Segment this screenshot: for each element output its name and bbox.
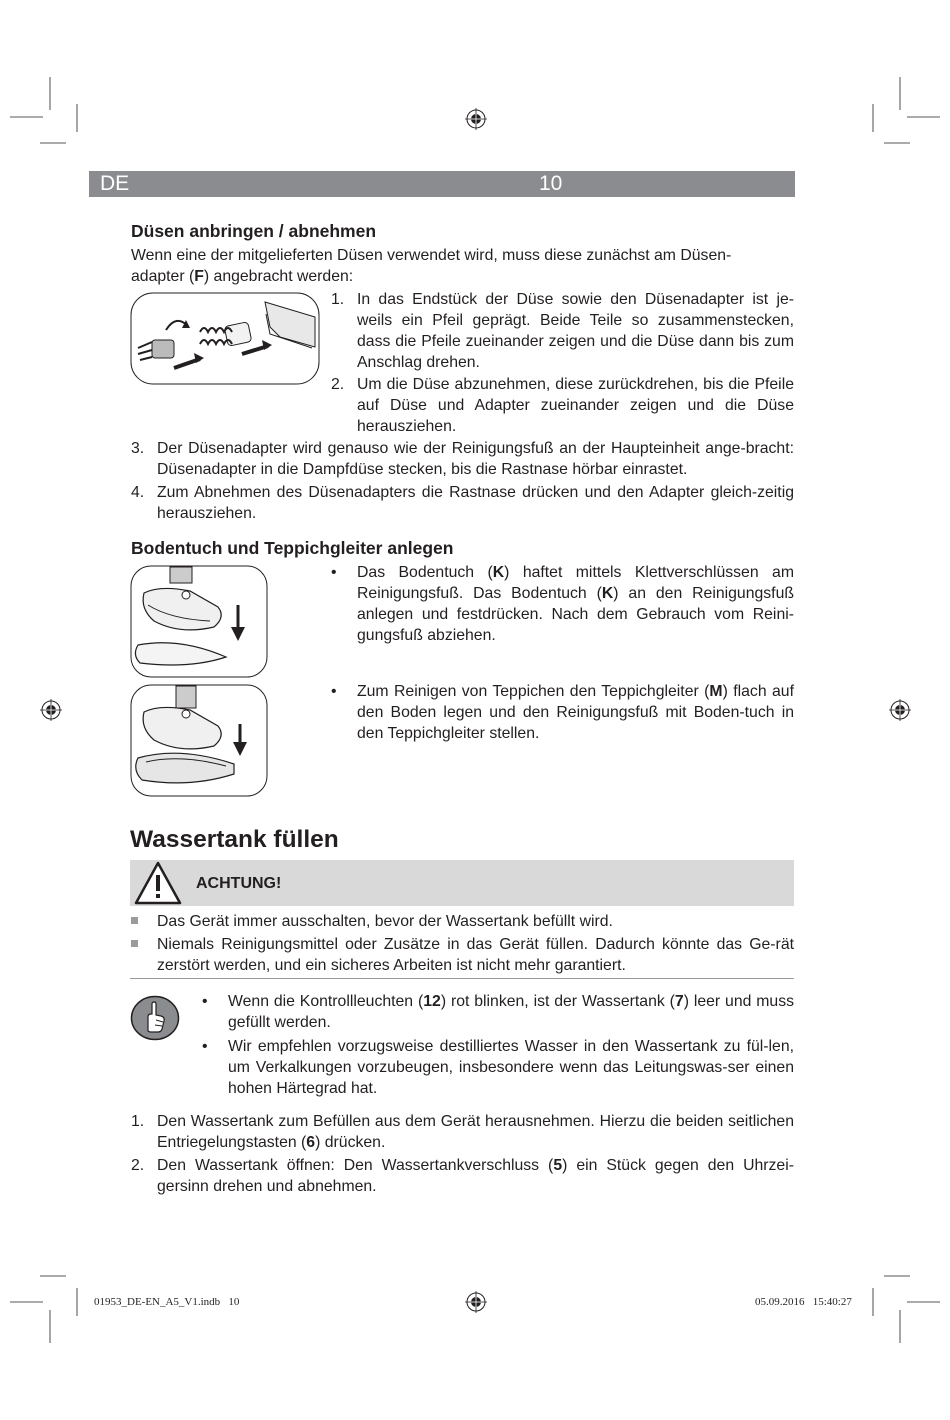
list-item: 1. In das Endstück der Düse sowie den Düsenadapter ist je-weils ein Pfeil geprägt. Beide Teile so zusammenstecken, dass die Pfeile zueinander zeigen und die Düse dann bis zum Anschlag drehen. xyxy=(331,291,794,371)
list-item: 2. Den Wassertank öffnen: Den Wassertankverschluss (5) ein Stück gegen den Uhrzei-gersinn drehen und abnehmen. xyxy=(131,1157,794,1195)
square-bullet-icon xyxy=(131,917,138,924)
list-item: Niemals Reinigungsmittel oder Zusätze in das Gerät füllen. Dadurch könnte das Ge-rät zerstört werden, und ein sicheres Arbeiten ist nicht mehr garantiert. xyxy=(131,934,794,976)
nozzle-adapter-illustration xyxy=(130,292,320,385)
square-bullet-icon xyxy=(131,940,138,947)
list-item: Das Gerät immer ausschalten, bevor der Wassertank befüllt wird. xyxy=(131,911,794,932)
list-item: • Wir empfehlen vorzugsweise destilliertes Wasser in den Wassertank zu fül-len, um Verkalkungen vorzubeugen, insbesondere wenn das Leitungswas-ser einen hohen Härtegrad hat. xyxy=(202,1038,794,1097)
warning-triangle-icon xyxy=(134,861,182,905)
list-item: 1. Den Wassertank zum Befüllen aus dem Gerät herausnehmen. Hierzu die beiden seitlichen Entriegelungstasten (6) drücken. xyxy=(131,1113,794,1151)
registration-mark-icon xyxy=(465,108,487,130)
registration-mark-icon xyxy=(40,699,62,721)
section-heading-floor-cloth: Bodentuch und Teppichgleiter anlegen xyxy=(131,538,454,558)
list-item: 3. Der Düsenadapter wird genauso wie der Reinigungsfuß an der Haupteinheit ange-bracht: Düsenadapter in die Dampfdüse stecken, bis die Rastnase hörbar einrastet. xyxy=(131,440,794,478)
registration-mark-icon xyxy=(465,1291,487,1313)
list-item: • Wenn die Kontrollleuchten (12) rot blinken, ist der Wassertank (7) leer und muss gefüllt werden. xyxy=(202,993,794,1031)
floor-cloth-illustration xyxy=(130,565,268,678)
warning-box xyxy=(130,860,794,906)
section-heading-nozzles: Düsen anbringen / abnehmen xyxy=(131,221,377,241)
registration-mark-icon xyxy=(889,699,911,721)
section-intro: Wenn eine der mitgelieferten Düsen verwendet wird, muss diese zunächst am Düsen- adapter (F) angebracht werden: xyxy=(131,247,732,285)
carpet-glider-illustration xyxy=(130,684,268,797)
section-heading-water-tank: Wassertank füllen xyxy=(130,826,339,853)
page-header-bar xyxy=(89,171,795,197)
divider xyxy=(130,978,794,979)
hand-note-icon xyxy=(130,995,180,1041)
list-item: 2. Um die Düse abzunehmen, diese zurückdrehen, bis die Pfeile auf Düse und Adapter zueinander zeigen und die Düse herausziehen. xyxy=(331,376,794,435)
footer-timestamp: 05.09.2016 15:40:27 xyxy=(755,1296,852,1308)
language-label: DE xyxy=(100,172,130,195)
list-item: 4. Zum Abnehmen des Düsenadapters die Rastnase drücken und den Adapter gleich-zeitig herausziehen. xyxy=(131,484,794,522)
list-item: • Das Bodentuch (K) haftet mittels Klettverschlüssen am Reinigungsfuß. Das Bodentuch (K) an den Reinigungsfuß anlegen und festdrücken. Nach dem Gebrauch vom Reini-gungsfuß abziehen. xyxy=(331,564,795,644)
page-number: 10 xyxy=(539,172,563,195)
footer-file-name: 01953_DE-EN_A5_V1.indb 10 xyxy=(94,1296,240,1308)
warning-label: ACHTUNG! xyxy=(196,875,282,892)
list-item: • Zum Reinigen von Teppichen den Teppichgleiter (M) flach auf den Boden legen und den Reinigungsfuß mit Boden-tuch in den Teppichgleiter stellen. xyxy=(331,683,794,742)
